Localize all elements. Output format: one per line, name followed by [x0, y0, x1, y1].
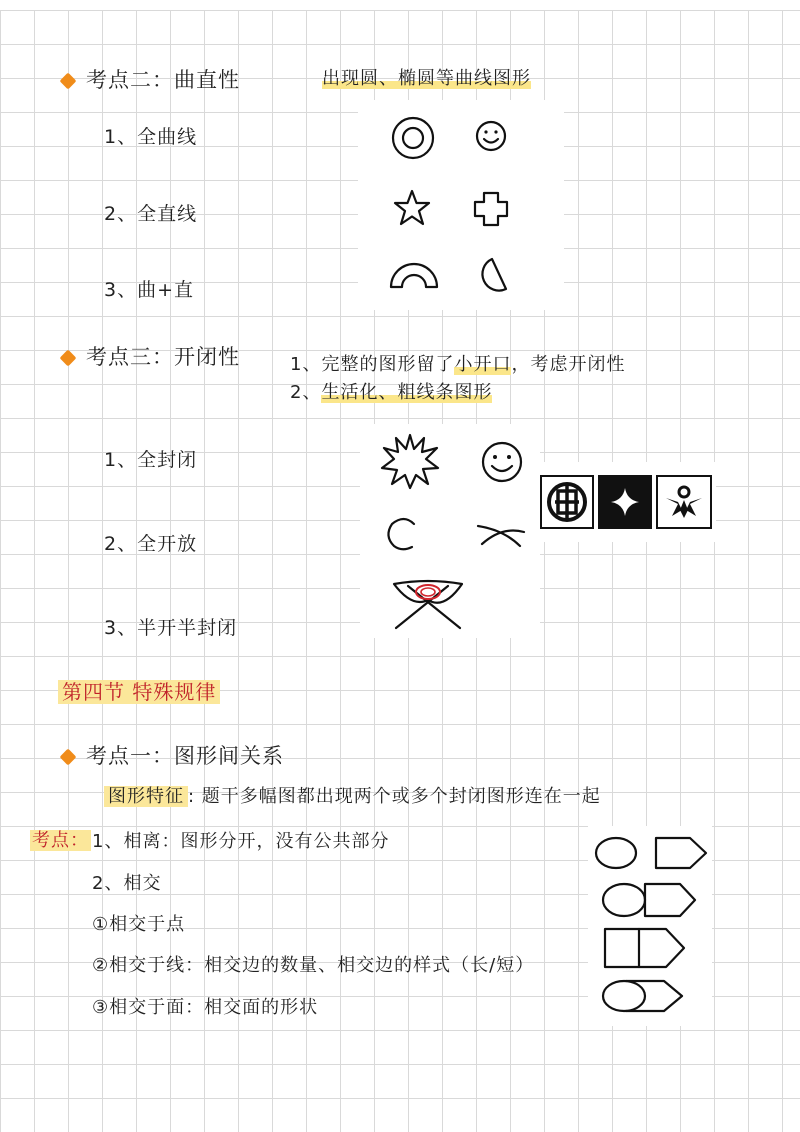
open-arc-icon — [384, 516, 430, 552]
basket-scribble-icon — [390, 576, 466, 630]
cross-shape-icon — [472, 190, 510, 228]
smiley-large-icon — [480, 440, 524, 484]
bank-logo-3-icon — [656, 475, 712, 529]
intersect-point-icon — [600, 882, 698, 918]
item-intersect-point: ①相交于点 — [92, 914, 186, 935]
item-curve-plus-straight: 3、曲+直 — [104, 279, 195, 301]
note-curve: 出现圆、椭圆等曲线图形 — [322, 68, 531, 89]
heading-relations: 考点一：图形间关系 — [62, 740, 284, 770]
half-ring-icon — [388, 260, 440, 290]
note-open-1: 1、完整的图形留了小开口，考虑开闭性 — [290, 354, 626, 375]
heading-open-closed: 考点三：开闭性 — [62, 341, 240, 371]
star-icon — [392, 188, 432, 228]
item-intersect-face: ③相交于面：相交面的形状 — [92, 997, 319, 1018]
feature-line: 图形特征 : 题干多幅图都出现两个或多个封闭图形连在一起 — [104, 782, 601, 808]
heading-curve-straight: 考点二：曲直性 — [62, 64, 240, 94]
diamond-bullet-icon — [60, 73, 77, 90]
diamond-bullet-icon — [60, 749, 77, 766]
item-all-open: 2、全开放 — [104, 533, 198, 555]
item-separate: 1、相离：图形分开，没有公共部分 — [92, 831, 390, 852]
burst-star-icon — [380, 432, 440, 490]
note-open-2: 2、生活化、粗线条图形 — [290, 382, 493, 403]
item-intersect: 2、相交 — [92, 873, 162, 894]
diamond-bullet-icon — [60, 350, 77, 367]
item-intersect-line: ②相交于线：相交边的数量、相交边的样式（长/短） — [92, 955, 535, 976]
concentric-circles-icon — [388, 115, 438, 161]
section4-title: 第四节 特殊规律 — [58, 676, 220, 705]
crossed-curves-icon — [476, 520, 526, 550]
key-label: 考点： — [32, 830, 89, 851]
circle-segment-icon — [472, 255, 512, 295]
item-all-closed: 1、全封闭 — [104, 449, 198, 471]
intersect-face-icon — [600, 978, 686, 1014]
item-all-straight: 2、全直线 — [104, 203, 198, 225]
separate-shapes-icon — [594, 836, 710, 870]
item-half-open: 3、半开半封闭 — [104, 617, 238, 639]
smiley-icon — [474, 119, 508, 153]
bank-logo-2-icon — [598, 475, 652, 529]
intersect-line-icon — [602, 926, 688, 970]
top-edge — [0, 0, 800, 10]
item-all-curve: 1、全曲线 — [104, 126, 198, 148]
bank-logo-1-icon — [540, 475, 594, 529]
